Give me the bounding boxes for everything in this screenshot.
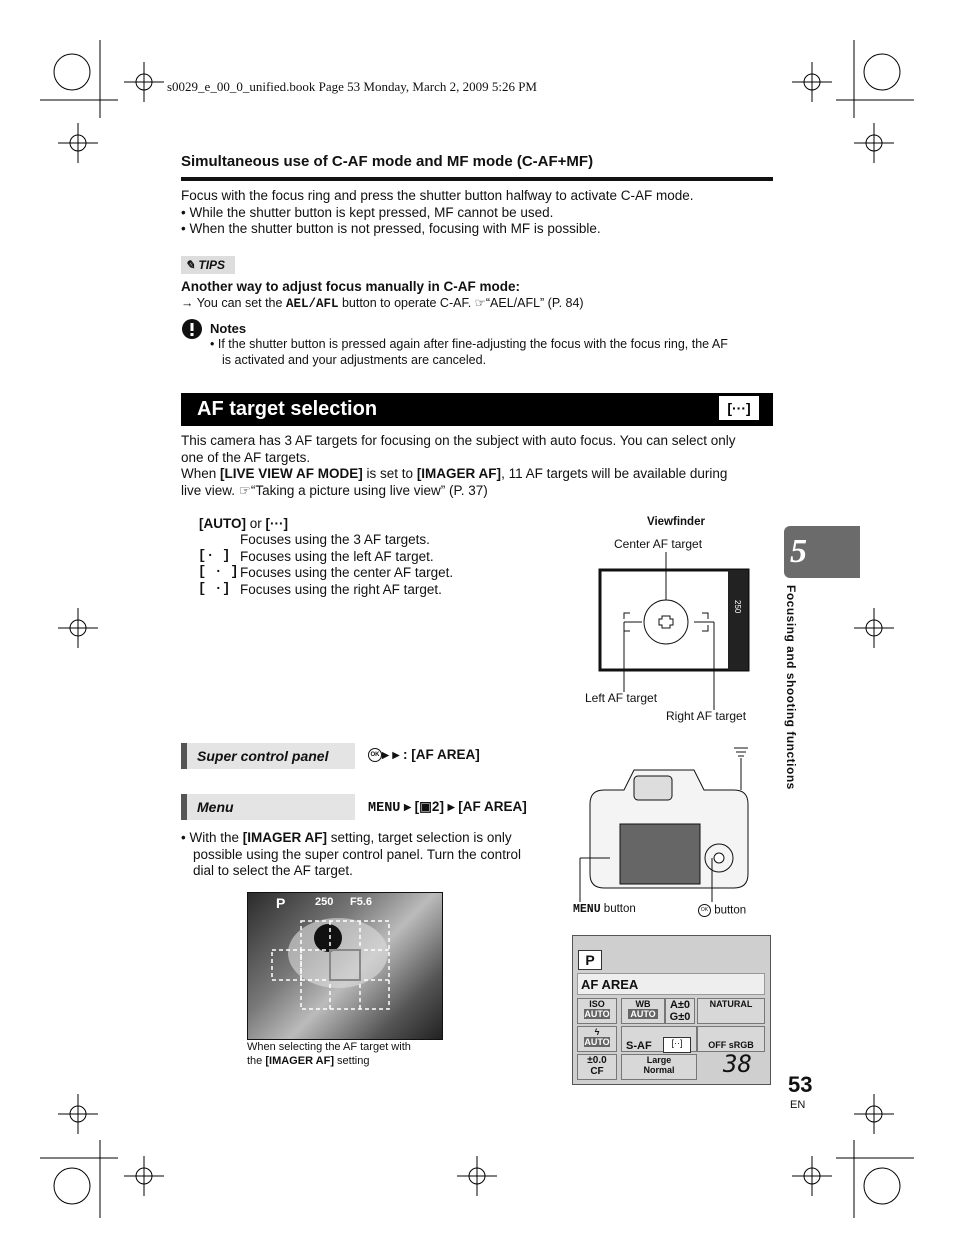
af-para-2a [181,465,727,482]
tips-icon: ✎ [185,258,199,272]
chapter-side-text: Focusing and shooting functions [784,585,798,790]
title-rule [181,177,773,181]
notes-line-2: is activated and your adjustments are canceled. [222,353,487,367]
tips-badge [181,256,235,274]
shots-remaining: 38 [723,1050,752,1078]
chapter-tab: 5 [784,526,860,578]
or-text: or [246,516,266,531]
viewfinder-readout: 250 [733,600,742,614]
exposure-comp: ±0.0 [587,1055,607,1066]
imager-note-1 [181,829,512,846]
cafmf-bullet-1: • While the shutter button is kept pressed, MF cannot be used. [181,205,554,220]
wb-adjust-cell [665,998,695,1024]
cafmf-bullet-2: • When the shutter button is not pressed, focusing with MF is possible. [181,221,601,236]
super-control-panel-screen [572,935,771,1085]
menu-button-label [573,903,636,916]
auto-label: [AUTO] [199,516,246,531]
p2-post: , 11 AF targets will be available during [501,466,728,481]
imager-note-3: dial to select the AF target. [193,863,353,878]
center-target-icon: [ · ] [198,565,239,580]
flash-value: AUTO [584,1037,610,1047]
ok-icon: OK [368,748,382,762]
imager-note-2: possible using the super control panel. Turn the control [193,847,521,862]
ael-afl-key: AEL/AFL [285,297,339,311]
tips-line-prefix: → You can set the [181,296,286,310]
quality-cell [621,1054,697,1080]
af-grid-overlay [248,893,442,1039]
af-para-2b: live view. ☞“Taking a picture using live view” (P. 37) [181,483,488,498]
left-af-label: Left AF target [585,691,658,705]
photo-caption-2 [247,1055,369,1067]
photo-aperture: F5.6 [350,896,373,908]
imager-af: [IMAGER AF] [416,466,502,481]
panel-title: AF AREA [577,973,765,995]
photo-shutter: 250 [315,896,334,908]
iso-cell [577,998,617,1024]
auto-desc: Focuses using the 3 AF targets. [240,532,430,547]
quality-large: Large [646,1055,672,1065]
imager-pre: • With the [181,830,243,845]
scp-path-text: ▸ ▸ : [AF AREA] [382,747,480,762]
iso-label: ISO [589,999,605,1009]
camera-back-diagram [574,740,764,915]
book-header: s0029_e_00_0_unified.book Page 53 Monday, March 2, 2009 5:26 PM [167,79,537,94]
page-number: 53 [788,1072,813,1097]
natural-label: NATURAL [709,999,753,1009]
options-cell [697,1026,765,1052]
wb-label: WB [635,999,651,1009]
tips-label: TIPS [198,258,226,272]
notes-label: Notes [210,321,247,336]
menu-button-word: MENU [573,903,601,916]
left-target-desc: Focuses using the left AF target. [240,549,434,564]
notes-icon [181,318,203,340]
af-target-icon: [···] [719,396,759,420]
flash-cell: ϟ AUTO [577,1026,617,1052]
right-target-icon: [ ·] [198,582,231,597]
ok-button-label [698,904,746,917]
right-af-label: Right AF target [666,709,747,723]
tips-line [181,295,584,311]
af-area-selected[interactable]: [··] [663,1037,691,1053]
picture-mode-cell [697,998,765,1024]
panel-mode: P [578,950,602,970]
wb-a: A±0 [669,999,691,1011]
wb-value: AUTO [628,1009,658,1019]
menu-label: Menu [181,794,355,820]
af-section-title: AF target selection [197,398,378,420]
viewfinder-title: Viewfinder [647,516,705,528]
imager-l1: setting, target selection is only [327,830,512,845]
ok-button-icon: OK [698,904,711,917]
card-label: CF [590,1066,604,1077]
srgb-label: sRGB [728,1040,754,1050]
notes-line-1: • If the shutter button is pressed again after fine-adjusting the focus with the focus ring, the AF [210,337,728,351]
tips-heading: Another way to adjust focus manually in C-AF mode: [181,279,521,294]
super-control-panel-label: Super control panel [181,743,355,769]
tips-line-suffix: button to operate C-AF. ☞“AEL/AFL” (P. 84) [338,296,584,310]
af-para-1a: This camera has 3 AF targets for focusing on the subject with auto focus. You can select only [181,433,736,448]
live-view-photo [247,892,443,1040]
left-target-icon: [· ] [198,549,231,564]
af-section-banner [181,393,773,426]
center-target-desc: Focuses using the center AF target. [240,565,454,580]
all-targets-icon: [···] [265,516,288,531]
caption-pre: the [247,1055,266,1067]
ok-button-suffix: button [711,904,747,917]
menu-button-suffix: button [600,903,636,915]
quality-normal: Normal [643,1065,675,1075]
auto-option [199,515,288,532]
p2-pre: When [181,466,221,481]
exposure-cell [577,1054,617,1080]
saf-label: S-AF [626,1040,652,1052]
page-lang: EN [790,1099,806,1111]
af-para-1b: one of the AF targets. [181,450,311,465]
imager-bold: [IMAGER AF] [242,830,327,845]
live-view-af-mode: [LIVE VIEW AF MODE] [220,466,363,481]
caption-post: setting [334,1055,370,1067]
cafmf-intro: Focus with the focus ring and press the shutter button halfway to activate C-AF mode. [181,188,694,203]
center-af-label: Center AF target [614,537,703,551]
right-target-desc: Focuses using the right AF target. [240,582,442,597]
photo-caption-1: When selecting the AF target with [247,1041,411,1053]
menu-path-text: ▸ [▣2] ▸ [AF AREA] [400,799,527,814]
photo-mode: P [276,895,286,911]
caption-bold: [IMAGER AF] [265,1055,334,1067]
iso-value: AUTO [584,1009,610,1019]
scp-path [368,747,480,763]
cafmf-title: Simultaneous use of C-AF mode and MF mode (C-AF+MF) [181,153,594,170]
menu-word: MENU [368,801,401,816]
wb-cell [621,998,665,1024]
wb-g: G±0 [669,1011,691,1023]
p2-mid: is set to [362,466,417,481]
off-label: OFF [708,1040,727,1050]
menu-path [368,799,527,816]
